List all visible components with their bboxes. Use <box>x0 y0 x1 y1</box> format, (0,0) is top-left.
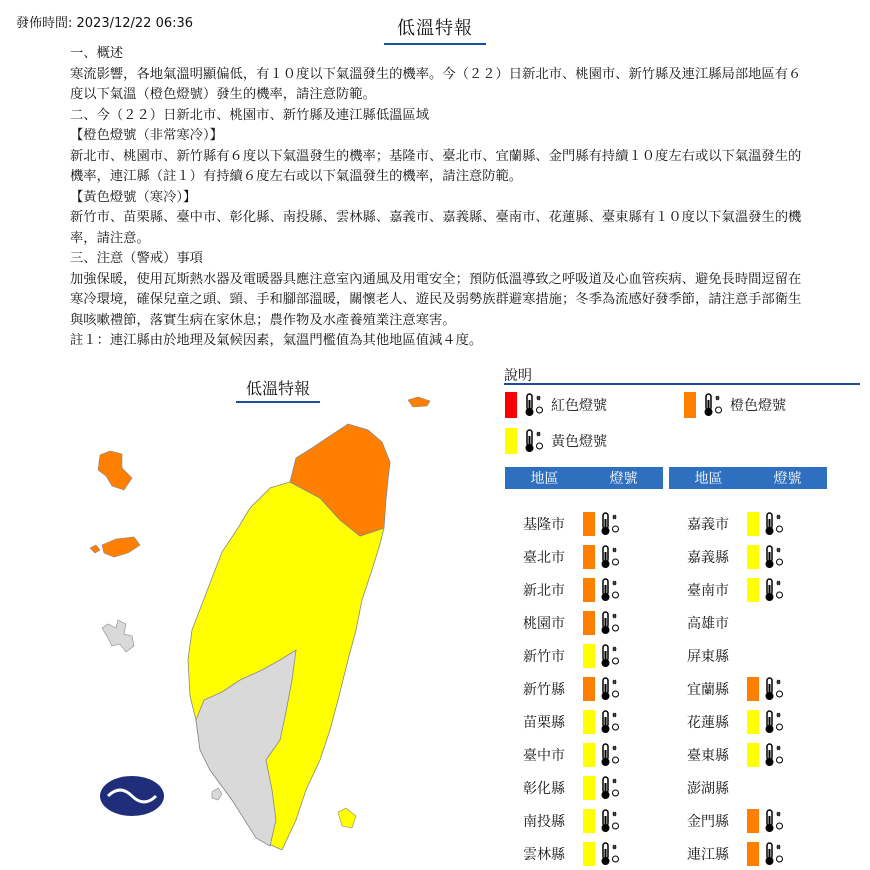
table-row <box>669 837 827 870</box>
region-name: 新竹市 <box>523 648 565 665</box>
thermometer-icon <box>599 676 621 702</box>
region-name: 連江縣 <box>687 846 729 863</box>
matsu-west-island <box>98 451 132 490</box>
signal-swatch <box>583 743 595 767</box>
signal-cell <box>747 511 785 537</box>
section-1-heading: 一、概述 <box>70 46 124 61</box>
thermometer-icon <box>763 511 785 537</box>
table-row <box>669 705 827 738</box>
kinmen-island-small <box>90 545 100 553</box>
table-row <box>505 507 663 540</box>
table-row <box>669 738 827 771</box>
table-row <box>669 540 827 573</box>
signal-swatch <box>583 710 595 734</box>
region-name: 宜蘭縣 <box>687 681 729 698</box>
table-header <box>505 467 663 489</box>
signal-swatch <box>583 677 595 701</box>
orange-text: 新北市、桃園市、新竹縣有６度以下氣溫發生的機率；基隆市、臺北市、宜蘭縣、金門縣有持續１０度左右或以下氣溫發生的機率，連江縣（註１）有持續６度左右或以下氣溫發生的機率，請注意防範。 <box>70 148 802 184</box>
legend-swatch <box>684 392 696 418</box>
region-name: 苗栗縣 <box>523 714 565 731</box>
thermometer-icon <box>763 676 785 702</box>
region-name: 金門縣 <box>687 813 729 830</box>
table-row <box>505 540 663 573</box>
region-name: 臺北市 <box>523 549 565 566</box>
section-2-heading: 二、今（２２）日新北市、桃園市、新竹縣及連江縣低溫區域 <box>70 107 430 123</box>
region-name: 南投縣 <box>523 813 565 830</box>
legend-item <box>505 392 607 418</box>
signal-swatch <box>583 842 595 866</box>
signal-cell <box>583 808 621 834</box>
col-signal: 燈號 <box>773 471 802 487</box>
legend-swatch <box>505 428 517 454</box>
orange-heading: 【橙色燈號（非常寒冷）】 <box>70 128 223 143</box>
signal-cell <box>583 610 621 636</box>
table-row <box>669 507 827 540</box>
table-row <box>669 606 827 639</box>
signal-cell <box>747 544 785 570</box>
region-name: 臺中市 <box>523 747 565 764</box>
signal-cell <box>583 676 621 702</box>
thermometer-icon <box>523 392 545 418</box>
signal-cell <box>747 742 785 768</box>
thermometer-icon <box>523 428 545 454</box>
table-row <box>505 672 663 705</box>
map-title: 低溫特報 <box>236 376 320 403</box>
penghu-islands <box>102 620 134 652</box>
table-row <box>669 771 827 804</box>
taiwan-map <box>0 370 500 870</box>
thermometer-icon <box>599 775 621 801</box>
region-name: 基隆市 <box>523 516 565 533</box>
signal-cell <box>747 709 785 735</box>
signal-swatch <box>747 545 759 569</box>
table-row <box>669 573 827 606</box>
thermometer-icon <box>763 709 785 735</box>
signal-cell <box>583 775 621 801</box>
thermometer-icon <box>599 610 621 636</box>
page-title: 低溫特報 <box>384 14 486 45</box>
signal-cell <box>583 511 621 537</box>
signal-swatch <box>583 776 595 800</box>
region-table-right <box>669 467 827 870</box>
section-1-text: 寒流影響，各地氣溫明顯偏低，有１０度以下氣溫發生的機率。今（２２）日新北市、桃園市、新竹縣及連江縣局部地區有６度以下氣溫（橙色燈號）發生的機率，請注意防範。 <box>70 66 802 102</box>
table-row <box>505 738 663 771</box>
signal-swatch <box>583 809 595 833</box>
table-row <box>505 837 663 870</box>
legend-label: 紅色燈號 <box>551 398 607 414</box>
signal-swatch <box>747 512 759 536</box>
thermometer-icon <box>763 742 785 768</box>
region-name: 花蓮縣 <box>687 714 729 731</box>
region-name: 澎湖縣 <box>687 780 729 797</box>
description <box>70 44 810 352</box>
section-3-heading: 三、注意（警戒）事項 <box>70 251 203 266</box>
signal-cell <box>747 577 785 603</box>
region-name: 屏東縣 <box>687 648 729 665</box>
signal-swatch <box>583 578 595 602</box>
thermometer-icon <box>599 511 621 537</box>
thermometer-icon <box>763 577 785 603</box>
legend-label: 橙色燈號 <box>730 398 786 414</box>
thermometer-icon <box>599 643 621 669</box>
signal-swatch <box>583 545 595 569</box>
legend-swatch <box>505 392 517 418</box>
legend-title <box>504 365 860 385</box>
signal-swatch <box>747 743 759 767</box>
thermometer-icon <box>763 808 785 834</box>
table-header <box>669 467 827 489</box>
signal-cell <box>583 841 621 867</box>
thermometer-icon <box>599 841 621 867</box>
signal-swatch <box>747 710 759 734</box>
section-3-text: 加強保暖，使用瓦斯熱水器及電暖器具應注意室內通風及用電安全；預防低溫導致之呼吸道及心血管疾病、避免長時間逗留在寒冷環境，確保兒童之頭、頸、手和腳部溫暖，關懷老人、遊民及弱勢族群避寒措施；冬季為流感好發季節，請注意手部衛生與咳嗽禮節，落實生病在家休息；農作物及水產養殖業注意寒害。 <box>70 271 802 328</box>
thermometer-icon <box>702 392 724 418</box>
thermometer-icon <box>599 742 621 768</box>
col-region: 地區 <box>694 471 723 487</box>
signal-cell <box>583 643 621 669</box>
table-row <box>505 573 663 606</box>
thermometer-icon <box>599 808 621 834</box>
table-row <box>505 771 663 804</box>
col-signal: 燈號 <box>609 471 638 487</box>
thermometer-icon <box>599 709 621 735</box>
thermometer-icon <box>763 841 785 867</box>
signal-cell <box>747 841 785 867</box>
signal-cell <box>747 808 785 834</box>
lienchiang-island <box>408 397 430 407</box>
region-name: 嘉義市 <box>687 516 729 533</box>
signal-swatch <box>747 809 759 833</box>
region-table-left <box>505 467 663 870</box>
region-name: 新竹縣 <box>523 681 565 698</box>
region-name: 桃園市 <box>523 615 565 632</box>
region-name: 雲林縣 <box>523 846 565 863</box>
table-row <box>505 804 663 837</box>
signal-swatch <box>747 677 759 701</box>
region-name: 新北市 <box>523 582 565 599</box>
region-name: 彰化縣 <box>523 780 565 797</box>
legend-item <box>684 392 786 418</box>
thermometer-icon <box>599 577 621 603</box>
thermometer-icon <box>763 544 785 570</box>
yellow-text: 新竹市、苗栗縣、臺中市、彰化縣、南投縣、雲林縣、嘉義市、嘉義縣、臺南市、花蓮縣、臺東縣有１０度以下氣溫發生的機率，請注意。 <box>70 210 802 246</box>
col-region: 地區 <box>530 471 559 487</box>
region-name: 嘉義縣 <box>687 549 729 566</box>
signal-swatch <box>583 512 595 536</box>
thermometer-icon <box>599 544 621 570</box>
region-name: 臺東縣 <box>687 747 729 764</box>
signal-cell <box>583 577 621 603</box>
table-row <box>505 705 663 738</box>
legend-label: 黃色燈號 <box>551 434 607 450</box>
region-name: 高雄市 <box>687 615 729 632</box>
yellow-heading: 【黃色燈號（寒冷）】 <box>70 189 197 205</box>
table-row <box>669 672 827 705</box>
signal-swatch <box>583 644 595 668</box>
signal-cell <box>583 742 621 768</box>
region-name: 臺南市 <box>687 582 729 599</box>
issued-time: 發佈時間: 2023/12/22 06:36 <box>16 16 194 31</box>
signal-cell <box>747 676 785 702</box>
table-row <box>505 639 663 672</box>
penghu-small <box>212 788 222 800</box>
signal-swatch <box>583 611 595 635</box>
kinmen-island-main <box>102 537 140 557</box>
table-row <box>669 804 827 837</box>
signal-swatch <box>747 578 759 602</box>
signal-cell <box>583 709 621 735</box>
footnote: 註１：連江縣由於地理及氣候因素，氣溫門檻值為其他地區值減４度。 <box>70 333 483 348</box>
orchid-island <box>338 808 356 828</box>
table-row <box>669 639 827 672</box>
table-row <box>505 606 663 639</box>
legend-item <box>505 428 607 454</box>
signal-swatch <box>747 842 759 866</box>
legend-title-text: 說明 <box>504 368 532 384</box>
signal-cell <box>583 544 621 570</box>
